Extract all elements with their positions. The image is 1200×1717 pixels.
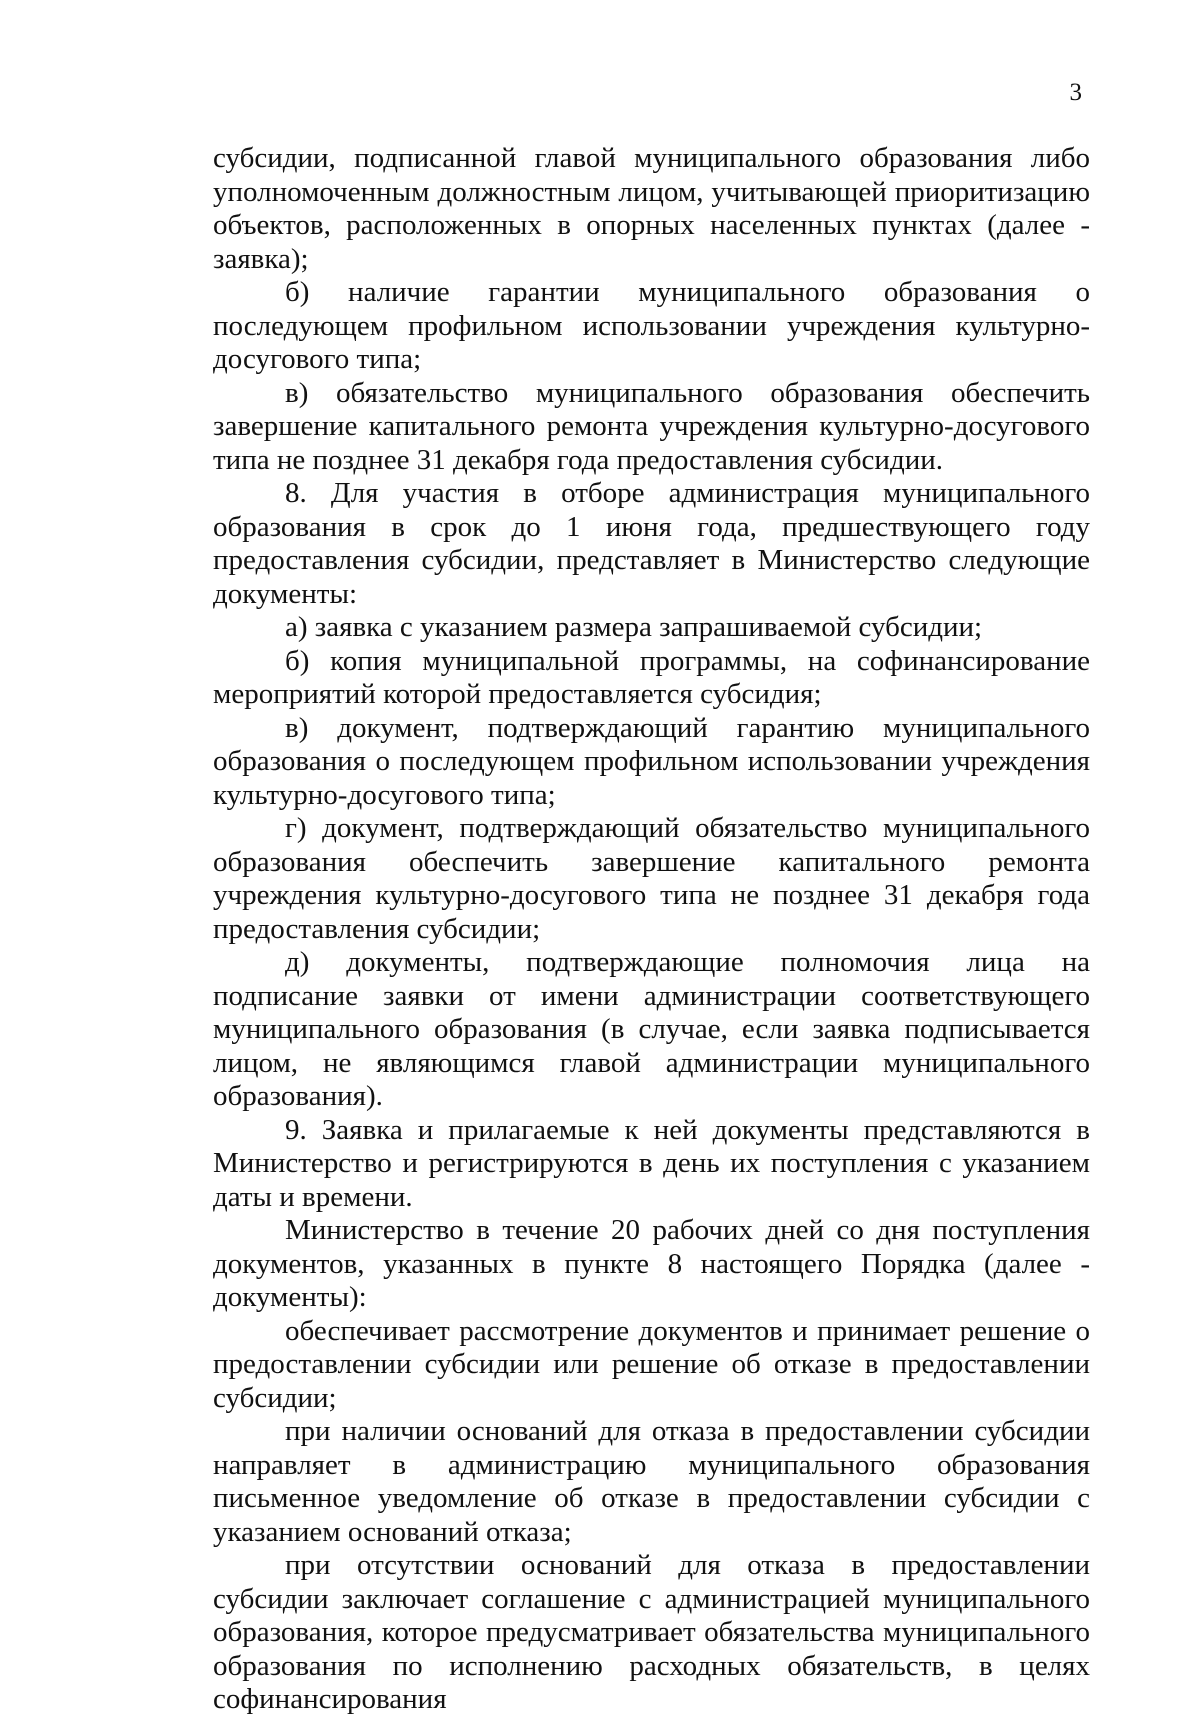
- paragraph-doc-v: в) документ, подтверждающий гарантию муниципального образования о последующем профильном использовании учреждения культурно-досугового типа;: [213, 711, 1090, 811]
- paragraph-doc-a: а) заявка с указанием размера запрашиваемой субсидии;: [285, 611, 983, 643]
- paragraph-refusal-notice: при наличии оснований для отказа в предоставлении субсидии направляет в администрацию муниципального образования письменное уведомление об отказе в предоставлении субсидии с указанием оснований отказа;: [213, 1415, 1090, 1548]
- page-number: 3: [1069, 79, 1082, 106]
- paragraph-ministry-review: Министерство в течение 20 рабочих дней со дня поступления документов, указанных в пункте 8 настоящего Порядка (далее - документы):: [213, 1214, 1090, 1313]
- paragraph-subsidy-application: субсидии, подписанной главой муниципального образования либо уполномоченным должностным лицом, учитывающей приоритизацию объектов, расположенных в опорных населенных пунктах (далее - заявка);: [213, 142, 1090, 275]
- paragraph-doc-b: б) копия муниципальной программы, на софинансирование мероприятий которой предоставляется субсидия;: [213, 644, 1090, 710]
- paragraph-guarantee-b: б) наличие гарантии муниципального образования о последующем профильном использовании учреждения культурно-досугового типа;: [213, 276, 1090, 375]
- paragraph-doc-g: г) документ, подтверждающий обязательство муниципального образования обеспечить завершение капитального ремонта учреждения культурно-досугового типа не позднее 31 декабря года предоставления субсидии;: [213, 812, 1090, 945]
- paragraph-decision: обеспечивает рассмотрение документов и принимает решение о предоставлении субсидии или решение об отказе в предоставлении субсидии;: [213, 1314, 1090, 1414]
- paragraph-item-8: 8. Для участия в отборе администрация муниципального образования в срок до 1 июня года, предшествующего году предоставления субсидии, представляет в Министерство следующие документы:: [213, 477, 1090, 610]
- paragraph-item-9: 9. Заявка и прилагаемые к ней документы представляются в Министерство и регистрируются в день их поступления с указанием даты и времени.: [213, 1113, 1090, 1213]
- paragraph-agreement: при отсутствии оснований для отказа в предоставлении субсидии заключает соглашение с администрацией муниципального образования, которое предусматривает обязательства муниципального образования по исполнению расходных обязательств, в целях софинансирования: [213, 1549, 1090, 1715]
- document-body: [213, 142, 1090, 1717]
- paragraph-doc-d: д) документы, подтверждающие полномочия лица на подписание заявки от имени администрации соответствующего муниципального образования (в случае, если заявка подписывается лицом, не являющимся главой администрации муниципального образования).: [213, 946, 1090, 1112]
- paragraph-obligation-v: в) обязательство муниципального образования обеспечить завершение капитального ремонта учреждения культурно-досугового типа не позднее 31 декабря года предоставления субсидии.: [213, 376, 1090, 476]
